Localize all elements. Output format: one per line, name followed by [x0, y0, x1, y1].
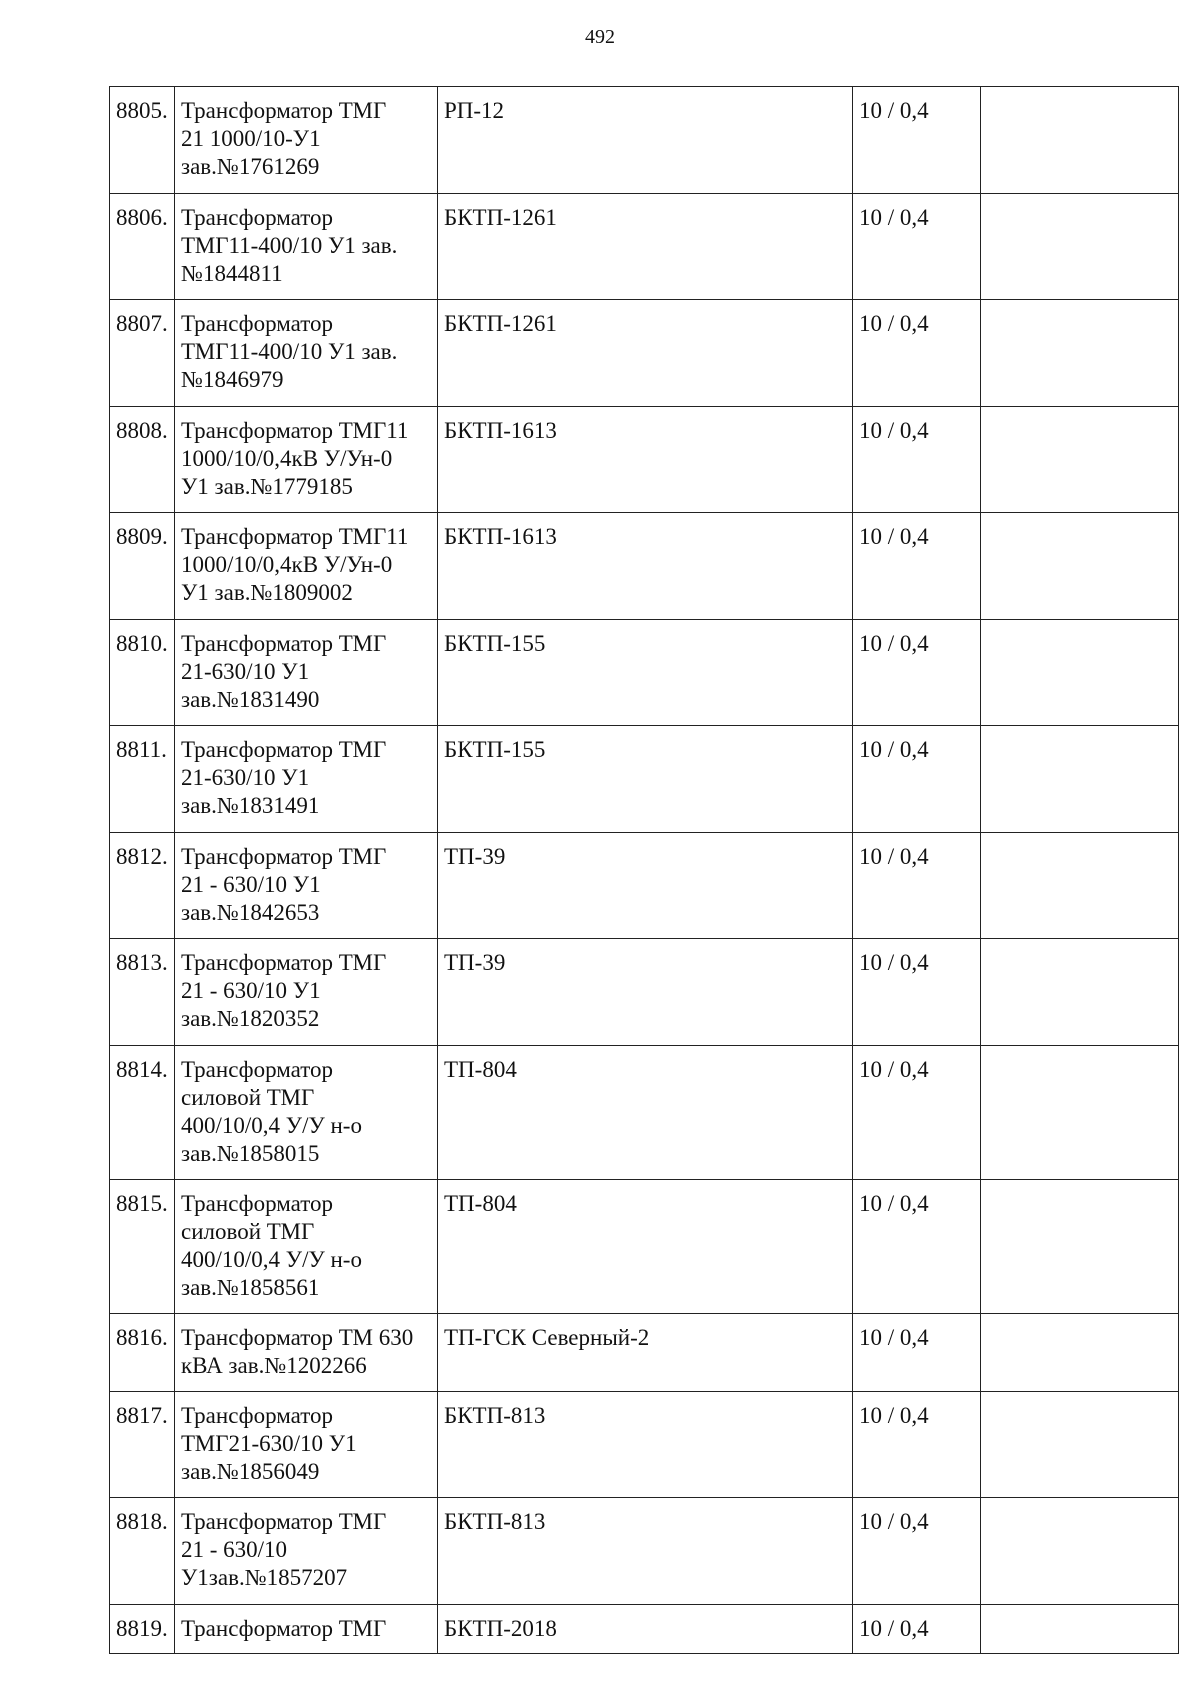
equipment-name-cell: Трансформатор ТМГ — [175, 1605, 438, 1654]
equipment-name-cell: Трансформатор ТМГ11-400/10 У1 зав. №1846979 — [175, 300, 438, 407]
location-cell: ТП-804 — [438, 1046, 853, 1180]
voltage-cell: 10 / 0,4 — [853, 1180, 981, 1314]
equipment-name-cell: Трансформатор силовой ТМГ 400/10/0,4 У/У н-о зав.№1858561 — [175, 1180, 438, 1314]
table-row — [110, 1498, 1179, 1605]
row-number-cell: 8815. — [110, 1180, 175, 1314]
empty-cell — [981, 87, 1179, 194]
location-cell: БКТП-1261 — [438, 194, 853, 300]
empty-cell — [981, 1046, 1179, 1180]
empty-cell — [981, 726, 1179, 833]
empty-cell — [981, 1314, 1179, 1392]
empty-cell — [981, 1498, 1179, 1605]
equipment-name-cell: Трансформатор ТМГ11 1000/10/0,4кВ У/Ун-0 У1 зав.№1779185 — [175, 407, 438, 513]
equipment-name-cell: Трансформатор ТМГ 21 1000/10-У1 зав.№1761269 — [175, 87, 438, 194]
equipment-table — [109, 86, 1179, 1654]
empty-cell — [981, 194, 1179, 300]
voltage-cell: 10 / 0,4 — [853, 620, 981, 726]
table-row — [110, 620, 1179, 726]
voltage-cell: 10 / 0,4 — [853, 726, 981, 833]
empty-cell — [981, 620, 1179, 726]
row-number-cell: 8819. — [110, 1605, 175, 1654]
equipment-name-cell: Трансформатор ТМГ 21 - 630/10 У1 зав.№1842653 — [175, 833, 438, 939]
table-row — [110, 300, 1179, 407]
location-cell: ТП-39 — [438, 939, 853, 1046]
row-number-cell: 8807. — [110, 300, 175, 407]
row-number-cell: 8813. — [110, 939, 175, 1046]
table-row — [110, 1392, 1179, 1498]
empty-cell — [981, 300, 1179, 407]
row-number-cell: 8809. — [110, 513, 175, 620]
equipment-name-cell: Трансформатор ТМГ21-630/10 У1 зав.№1856049 — [175, 1392, 438, 1498]
voltage-cell: 10 / 0,4 — [853, 87, 981, 194]
voltage-cell: 10 / 0,4 — [853, 1314, 981, 1392]
equipment-name-cell: Трансформатор ТМГ 21-630/10 У1 зав.№1831491 — [175, 726, 438, 833]
row-number-cell: 8806. — [110, 194, 175, 300]
page-number: 492 — [585, 26, 615, 48]
table-row — [110, 513, 1179, 620]
table-row — [110, 1314, 1179, 1392]
empty-cell — [981, 1605, 1179, 1654]
location-cell: ТП-ГСК Северный-2 — [438, 1314, 853, 1392]
equipment-name-cell: Трансформатор ТМ 630 кВА зав.№1202266 — [175, 1314, 438, 1392]
location-cell: БКТП-1613 — [438, 513, 853, 620]
voltage-cell: 10 / 0,4 — [853, 1392, 981, 1498]
table-row — [110, 407, 1179, 513]
equipment-name-cell: Трансформатор ТМГ 21 - 630/10 У1 зав.№1820352 — [175, 939, 438, 1046]
row-number-cell: 8808. — [110, 407, 175, 513]
voltage-cell: 10 / 0,4 — [853, 1605, 981, 1654]
table-row — [110, 939, 1179, 1046]
voltage-cell: 10 / 0,4 — [853, 300, 981, 407]
location-cell: БКТП-2018 — [438, 1605, 853, 1654]
equipment-name-cell: Трансформатор ТМГ 21-630/10 У1 зав.№1831490 — [175, 620, 438, 726]
location-cell: БКТП-1613 — [438, 407, 853, 513]
row-number-cell: 8817. — [110, 1392, 175, 1498]
table-row — [110, 194, 1179, 300]
row-number-cell: 8811. — [110, 726, 175, 833]
table-row — [110, 1605, 1179, 1654]
row-number-cell: 8810. — [110, 620, 175, 726]
equipment-table-body — [110, 87, 1179, 1654]
location-cell: РП-12 — [438, 87, 853, 194]
location-cell: БКТП-155 — [438, 726, 853, 833]
voltage-cell: 10 / 0,4 — [853, 1498, 981, 1605]
empty-cell — [981, 1180, 1179, 1314]
voltage-cell: 10 / 0,4 — [853, 513, 981, 620]
location-cell: БКТП-1261 — [438, 300, 853, 407]
row-number-cell: 8814. — [110, 1046, 175, 1180]
equipment-name-cell: Трансформатор ТМГ11-400/10 У1 зав. №1844811 — [175, 194, 438, 300]
table-row — [110, 1046, 1179, 1180]
table-row — [110, 1180, 1179, 1314]
empty-cell — [981, 939, 1179, 1046]
voltage-cell: 10 / 0,4 — [853, 407, 981, 513]
location-cell: ТП-39 — [438, 833, 853, 939]
table-row — [110, 726, 1179, 833]
empty-cell — [981, 407, 1179, 513]
location-cell: БКТП-813 — [438, 1498, 853, 1605]
table-row — [110, 87, 1179, 194]
empty-cell — [981, 1392, 1179, 1498]
location-cell: ТП-804 — [438, 1180, 853, 1314]
voltage-cell: 10 / 0,4 — [853, 194, 981, 300]
location-cell: БКТП-813 — [438, 1392, 853, 1498]
row-number-cell: 8818. — [110, 1498, 175, 1605]
row-number-cell: 8812. — [110, 833, 175, 939]
empty-cell — [981, 513, 1179, 620]
equipment-name-cell: Трансформатор ТМГ 21 - 630/10 У1зав.№1857207 — [175, 1498, 438, 1605]
voltage-cell: 10 / 0,4 — [853, 833, 981, 939]
location-cell: БКТП-155 — [438, 620, 853, 726]
empty-cell — [981, 833, 1179, 939]
row-number-cell: 8805. — [110, 87, 175, 194]
equipment-name-cell: Трансформатор силовой ТМГ 400/10/0,4 У/У н-о зав.№1858015 — [175, 1046, 438, 1180]
voltage-cell: 10 / 0,4 — [853, 939, 981, 1046]
voltage-cell: 10 / 0,4 — [853, 1046, 981, 1180]
table-row — [110, 833, 1179, 939]
equipment-name-cell: Трансформатор ТМГ11 1000/10/0,4кВ У/Ун-0 У1 зав.№1809002 — [175, 513, 438, 620]
row-number-cell: 8816. — [110, 1314, 175, 1392]
